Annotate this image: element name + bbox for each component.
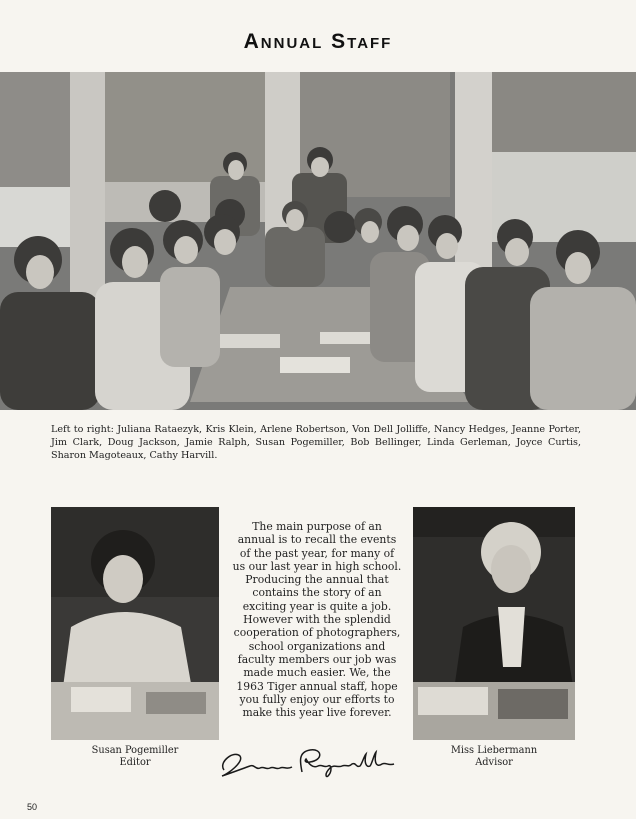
group-photo-caption: Left to right: Juliana Rataezyk, Kris Klein, Arlene Robertson, Von Dell Jolliffe, Nancy Hedges, Jeanne Porter, Jim Clark, Doug Jackson, Jamie Ralph, Susan Pogemiller, Bob Bellinger, Linda Gerleman, Joyce Curtis, Sharon Magoteaux, Cathy Harvill.: [51, 424, 581, 461]
advisor-name: Miss Liebermann: [450, 745, 538, 756]
editor-caption: [51, 745, 219, 769]
staff-message: The main purpose of an annual is to recall the events of the past year, for many of us our last year in high school. Producing the annual that contains the story of an exciting year is quite a job. However with the splendid cooperation of photographers, school organizations and faculty members our job was made much easier. We, the 1963 Tiger annual staff, hope you fully enjoy our efforts to make this year live forever.: [232, 520, 402, 720]
advisor-role: Advisor: [475, 757, 513, 768]
group-photo: [0, 72, 636, 410]
signature: [214, 742, 404, 784]
editor-role: Editor: [119, 757, 151, 768]
advisor-caption: [413, 745, 575, 769]
page-title: Annual Staff: [243, 30, 393, 53]
editor-photo: [51, 507, 219, 740]
page-number: 50: [27, 802, 38, 812]
editor-name: Susan Pogemiller: [91, 745, 179, 756]
advisor-photo: [413, 507, 575, 740]
